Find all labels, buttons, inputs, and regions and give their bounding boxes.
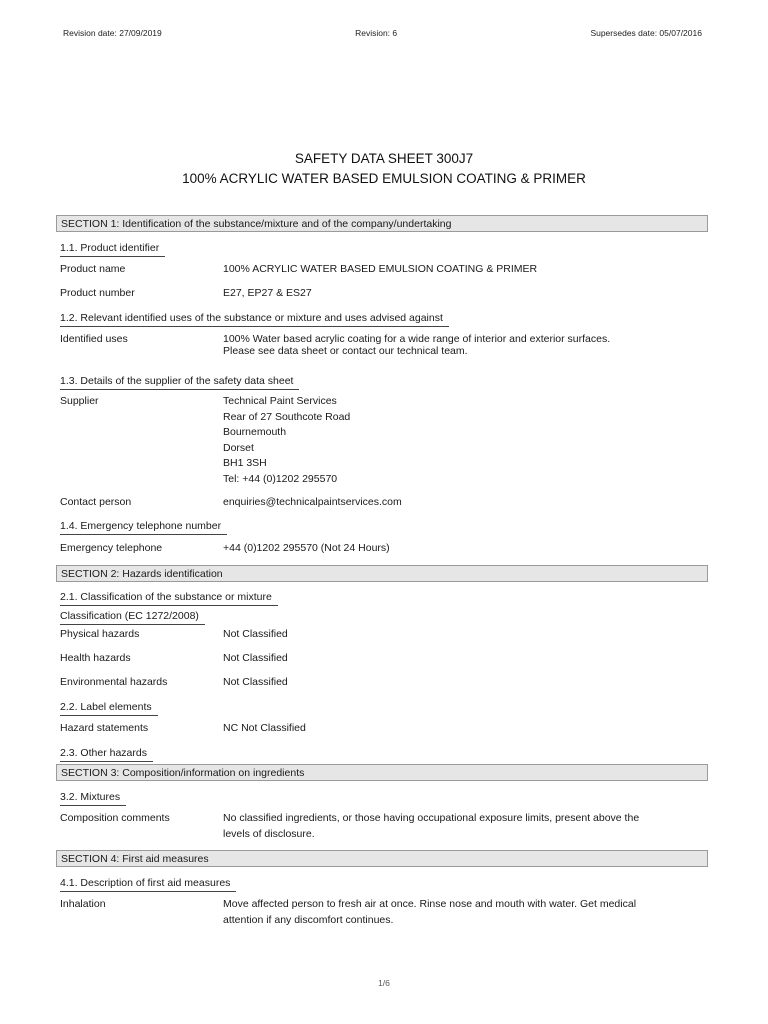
- environmental-hazards-label: Environmental hazards: [60, 676, 168, 688]
- hazard-statements-value: NC Not Classified: [223, 722, 306, 734]
- revision-number: Revision: 6: [355, 28, 398, 38]
- subsection-1-1-title: 1.1. Product identifier: [60, 241, 165, 257]
- subsection-1-4-title: 1.4. Emergency telephone number: [60, 519, 227, 535]
- supplier-line: Dorset: [223, 441, 254, 454]
- page-header: [63, 28, 702, 38]
- section-3-heading: SECTION 3: Composition/information on ingredients: [56, 764, 708, 781]
- supplier-line: Bournemouth: [223, 426, 287, 438]
- health-hazards-value: Not Classified: [223, 652, 288, 664]
- emergency-telephone-label: Emergency telephone: [60, 542, 163, 554]
- subsection-2-3-title: 2.3. Other hazards: [60, 746, 153, 762]
- contact-email: enquiries@technicalpaintservices.com: [223, 496, 402, 508]
- subsection-3-2-title: 3.2. Mixtures: [60, 790, 126, 806]
- inhalation-line: Move affected person to fresh air at once. Rinse nose and mouth with water. Get medical: [223, 898, 637, 910]
- composition-comments-value: [223, 811, 703, 842]
- subsection-4-1-title: 4.1. Description of first aid measures: [60, 876, 236, 892]
- supersedes-date: Supersedes date: 05/07/2016: [590, 28, 702, 38]
- classification-title: Classification (EC 1272/2008): [60, 609, 205, 625]
- inhalation-value: [223, 897, 703, 928]
- supplier-address: [223, 394, 703, 487]
- identified-uses-line: Please see data sheet or contact our technical team.: [223, 344, 468, 357]
- subsection-1-3-title: 1.3. Details of the supplier of the safety data sheet: [60, 374, 299, 390]
- environmental-hazards-value: Not Classified: [223, 676, 288, 688]
- composition-comments-line: levels of disclosure.: [223, 827, 315, 840]
- document-title: [0, 149, 768, 189]
- supplier-line: BH1 3SH: [223, 457, 267, 469]
- section-1-heading: SECTION 1: Identification of the substance/mixture and of the company/undertaking: [56, 215, 708, 232]
- subsection-1-2-title: 1.2. Relevant identified uses of the substance or mixture and uses advised against: [60, 311, 449, 327]
- revision-date: Revision date: 27/09/2019: [63, 28, 162, 38]
- supplier-line: Technical Paint Services: [223, 395, 337, 407]
- subsection-2-2-title: 2.2. Label elements: [60, 700, 158, 716]
- identified-uses-value: [223, 334, 703, 357]
- product-number-value: E27, EP27 & ES27: [223, 287, 312, 299]
- inhalation-line: attention if any discomfort continues.: [223, 913, 394, 926]
- hazard-statements-label: Hazard statements: [60, 722, 149, 734]
- identified-uses-label: Identified uses: [60, 333, 128, 345]
- title-line-1: SAFETY DATA SHEET 300J7: [294, 151, 474, 166]
- title-line-2: 100% ACRYLIC WATER BASED EMULSION COATING & PRIMER: [182, 171, 586, 186]
- product-name-value: 100% ACRYLIC WATER BASED EMULSION COATING & PRIMER: [223, 263, 538, 275]
- inhalation-label: Inhalation: [60, 898, 106, 910]
- supplier-phone: Tel: +44 (0)1202 295570: [223, 472, 338, 485]
- composition-comments-label: Composition comments: [60, 812, 170, 824]
- identified-uses-line: 100% Water based acrylic coating for a wide range of interior and exterior surfaces.: [223, 333, 611, 345]
- health-hazards-label: Health hazards: [60, 652, 131, 664]
- supplier-label: Supplier: [60, 395, 99, 407]
- emergency-telephone-value: +44 (0)1202 295570 (Not 24 Hours): [223, 542, 390, 554]
- product-name-label: Product name: [60, 263, 126, 275]
- section-4-heading: SECTION 4: First aid measures: [56, 850, 708, 867]
- page-number: 1/6: [378, 978, 390, 988]
- physical-hazards-label: Physical hazards: [60, 628, 140, 640]
- subsection-2-1-title: 2.1. Classification of the substance or mixture: [60, 590, 278, 606]
- supplier-line: Rear of 27 Southcote Road: [223, 410, 351, 423]
- contact-person-label: Contact person: [60, 496, 132, 508]
- composition-comments-line: No classified ingredients, or those having occupational exposure limits, present above the: [223, 812, 640, 824]
- section-2-heading: SECTION 2: Hazards identification: [56, 565, 708, 582]
- product-number-label: Product number: [60, 287, 135, 299]
- physical-hazards-value: Not Classified: [223, 628, 288, 640]
